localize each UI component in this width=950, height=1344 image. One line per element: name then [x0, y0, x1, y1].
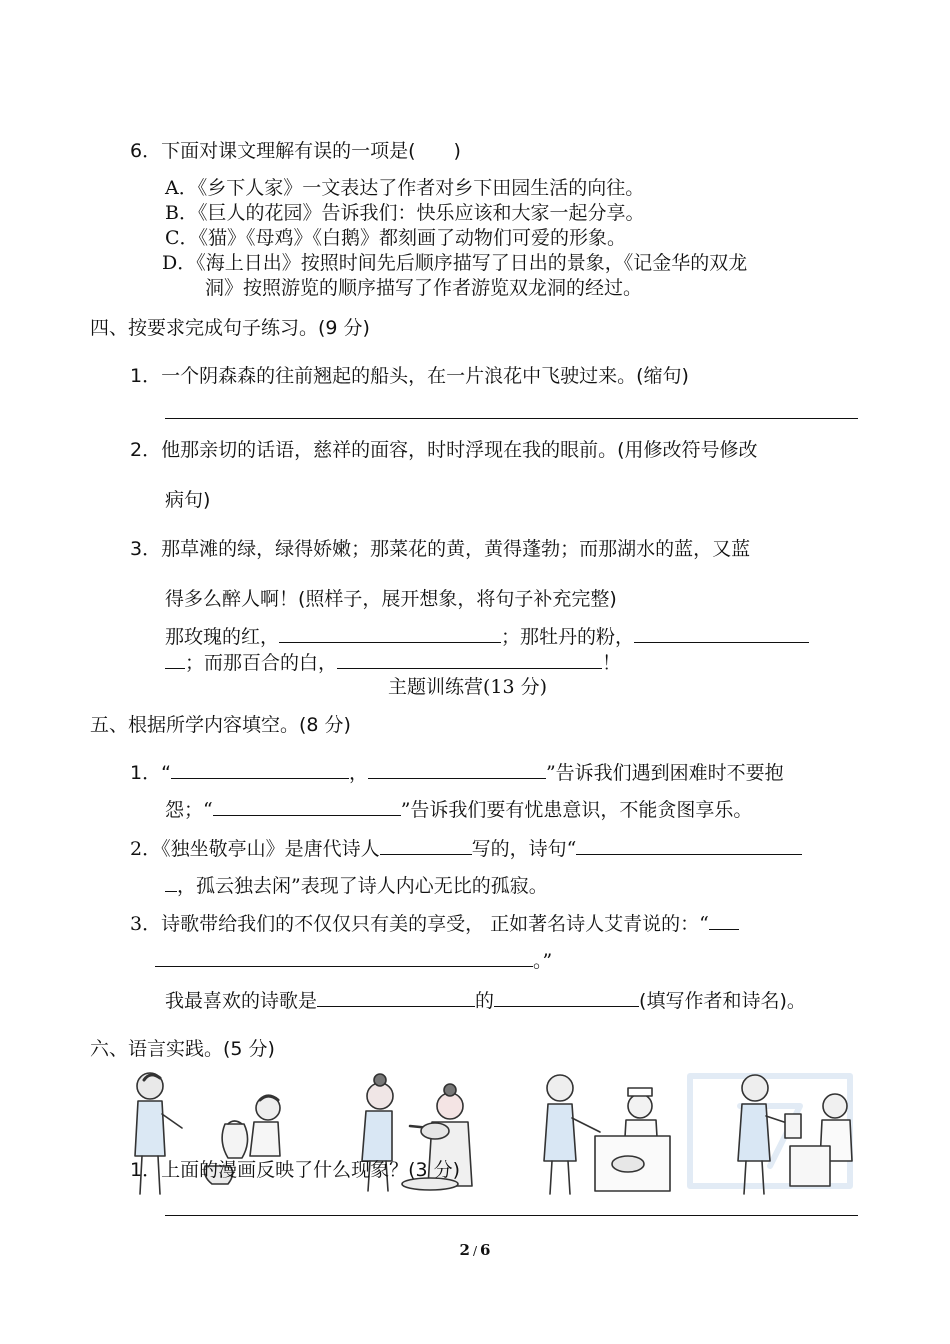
page-number — [0, 1241, 950, 1259]
s4-q3-blank-2[interactable] — [634, 624, 809, 643]
panel-3-figures — [544, 1075, 670, 1194]
page-current: 2 — [459, 1241, 470, 1259]
s5-q1-line2 — [165, 797, 752, 822]
s4-q3-line3 — [165, 624, 809, 649]
s4-q3-line1: 3．那草滩的绿，绿得娇嫩；那菜花的黄，黄得蓬勃；而那湖水的蓝，又蓝 — [130, 538, 751, 560]
s5-q1-open-quote: 1．“ — [130, 762, 171, 784]
s5-q2-verse-blank-cont[interactable] — [165, 873, 177, 892]
s5-q3-text: 3．诗歌带给我们的不仅仅只有美的享受， 正如著名诗人艾青说的：“ — [130, 913, 709, 935]
s5-q1-blank-1[interactable] — [171, 760, 349, 779]
section-6-heading: 六、语言实践。(5 分) — [90, 1038, 275, 1060]
s4-q3-blank-3[interactable] — [337, 650, 602, 669]
s4-q3-end-mark: ！ — [602, 652, 622, 674]
s6-q1-answer-line[interactable] — [165, 1215, 858, 1216]
s4-q1-answer-line[interactable] — [165, 418, 858, 419]
s5-q3-poem-blank[interactable] — [494, 988, 639, 1007]
s4-q3-rose-text: 那玫瑰的红， — [165, 626, 280, 648]
section-4-heading: 四、按要求完成句子练习。(9 分) — [90, 317, 370, 339]
s5-q3-line3 — [165, 988, 806, 1013]
s4-q1: 1．一个阴森森的往前翘起的船头，在一片浪花中飞驶过来。(缩句) — [130, 365, 689, 387]
s5-q2-text-2: 写的，诗句“ — [471, 838, 577, 860]
q6-stem: 6．下面对课文理解有误的一项是( ) — [130, 140, 461, 162]
q6-option-a: A．《乡下人家》一文表达了作者对乡下田园生活的向往。 — [165, 177, 645, 199]
panel-4-figures — [738, 1075, 852, 1194]
s5-q1-text: ”告诉我们遇到困难时不要抱 — [545, 762, 784, 784]
q6-option-c: C．《猫》《母鸡》《白鹅》都刻画了动物们可爱的形象。 — [165, 227, 627, 249]
s5-q3-fav-text-1: 我最喜欢的诗歌是 — [165, 990, 318, 1012]
s5-q2-line2 — [165, 873, 548, 898]
s5-q1-line1 — [130, 760, 784, 785]
s4-q2-line1: 2．他那亲切的话语，慈祥的面容，时时浮现在我的眼前。(用修改符号修改 — [130, 439, 758, 461]
comic-strip-illustration — [130, 1066, 860, 1206]
s5-q3-author-blank[interactable] — [317, 988, 475, 1007]
s5-q1-blank-3[interactable] — [213, 797, 401, 816]
s4-q3-lily-text: ；而那百合的白， — [185, 652, 338, 674]
s4-q2-line2: 病句) — [165, 489, 211, 511]
s5-q1-blank-2[interactable] — [368, 760, 546, 779]
q6-option-d-line1: D．《海上日出》按照时间先后顺序描写了日出的景象，《记金华的双龙 — [162, 252, 748, 274]
s5-q2-text-1: 2．《独坐敬亭山》是唐代诗人 — [130, 838, 380, 860]
s5-q2-verse-blank[interactable] — [576, 836, 802, 855]
q6-option-d-line2: 洞》按照游览的顺序描写了作者游览双龙洞的经过。 — [205, 277, 643, 299]
theme-camp-title: 主题训练营(13 分) — [388, 676, 548, 698]
page-separator: / — [472, 1244, 478, 1258]
s5-q1b-text-1: 怨；“ — [165, 799, 213, 821]
s6-q1: 1．上面的漫画反映了什么现象？(3 分) — [130, 1159, 461, 1181]
s5-q2-line1 — [130, 836, 802, 861]
q6-option-b: B．《巨人的花园》告诉我们：快乐应该和大家一起分享。 — [165, 202, 645, 224]
page-total: 6 — [480, 1241, 491, 1259]
s5-q3-quote-blank-cont[interactable] — [155, 948, 533, 967]
s5-q3-quote-blank[interactable] — [709, 911, 739, 930]
s5-q3-line2 — [155, 948, 552, 973]
s5-q3-line1 — [130, 911, 739, 936]
s5-q3-close: 。” — [533, 950, 553, 972]
s4-q3-blank-1[interactable] — [279, 624, 501, 643]
s4-q3-peony-text: ；那牡丹的粉， — [501, 626, 635, 648]
s5-q3-fav-text-2: 的 — [475, 990, 495, 1012]
s4-q3-line2: 得多么醉人啊！(照样子，展开想象，将句子补充完整) — [165, 588, 617, 610]
section-5-heading: 五、根据所学内容填空。(8 分) — [90, 714, 351, 736]
s5-q2-text-3: ，孤云独去闲”表现了诗人内心无比的孤寂。 — [177, 875, 548, 897]
s4-q3-blank-2-cont[interactable] — [165, 650, 185, 669]
s5-q1b-text-2: ”告诉我们要有忧患意识，不能贪图享乐。 — [400, 799, 753, 821]
s5-q3-fav-text-3: (填写作者和诗名)。 — [639, 990, 806, 1012]
s5-q1-comma: ， — [348, 762, 368, 784]
s5-q2-poet-blank[interactable] — [380, 836, 472, 855]
s4-q3-line4 — [165, 650, 621, 675]
